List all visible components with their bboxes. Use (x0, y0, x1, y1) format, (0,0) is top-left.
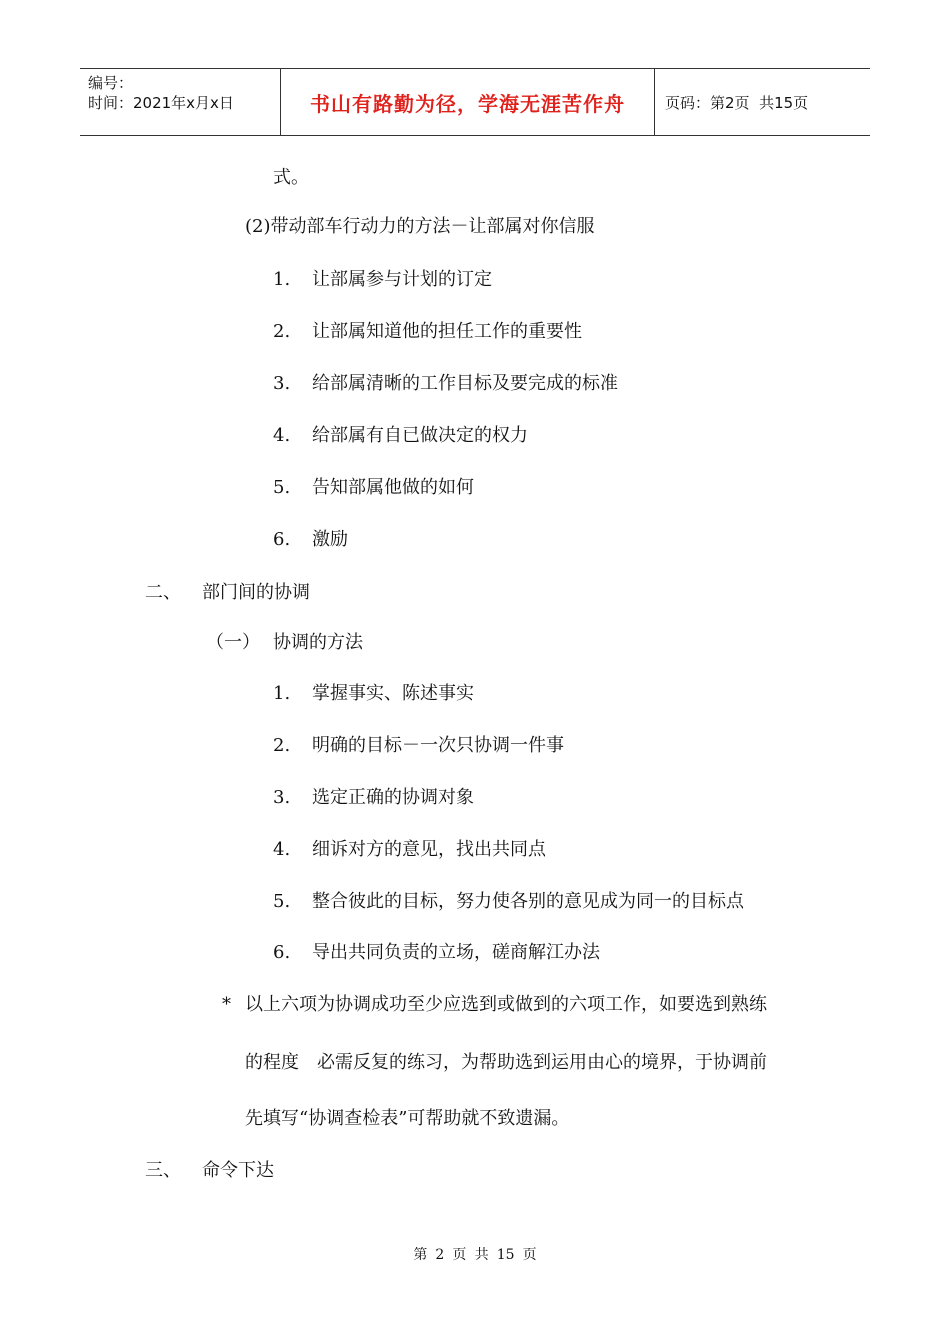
section-2-title: (2)带动部车行动力的方法－让部属对你信服 (245, 216, 595, 237)
list-item-text: 让部属参与计划的订定 (312, 269, 492, 290)
footer-current-page: 2 (435, 1247, 445, 1263)
heading-two-number: 二、 (145, 582, 181, 603)
list-item-text: 整合彼此的目标，努力使各别的意见成为同一的目标点 (312, 891, 744, 912)
list-item-number: 4. (273, 425, 291, 446)
header-page-label: 页码：第2页 共15页 (665, 93, 809, 112)
list-item-text: 让部属知道他的担任工作的重要性 (312, 321, 582, 342)
list-item-text: 选定正确的协调对象 (312, 787, 474, 808)
footer-prefix: 第 (413, 1247, 428, 1263)
list-item-text: 明确的目标－一次只协调一件事 (312, 735, 564, 756)
page-header (80, 68, 870, 136)
footer-total-pages: 15 (496, 1247, 515, 1263)
list-item-number: 2. (273, 735, 291, 756)
list-item-number: 3. (273, 787, 291, 808)
list-item-text: 激励 (312, 529, 348, 550)
heading-three-text: 命令下达 (202, 1160, 274, 1181)
doc-number-label: 编号： (88, 74, 134, 92)
list-item-text: 掌握事实、陈述事实 (312, 683, 474, 704)
list-item-number: 4. (273, 839, 291, 860)
list-item-number: 5. (273, 891, 291, 912)
list-item-text: 导出共同负责的立场，磋商解江办法 (312, 942, 600, 963)
list-item-number: 3. (273, 373, 291, 394)
list-item-number: 6. (273, 942, 291, 963)
note-marker: * (222, 994, 231, 1015)
footer-middle: 页 共 (452, 1247, 489, 1263)
list-item-text: 细诉对方的意见，找出共同点 (312, 839, 546, 860)
list-item-number: 2. (273, 321, 291, 342)
subheading-one-text: 协调的方法 (273, 632, 363, 653)
header-slogan: 书山有路勤为径，学海无涯苦作舟 (281, 69, 655, 135)
list-item-number: 6. (273, 529, 291, 550)
list-item-number: 5. (273, 477, 291, 498)
list-item-number: 1. (273, 269, 291, 290)
heading-three-number: 三、 (145, 1160, 181, 1181)
note-line: 先填写“协调查检表”可帮助就不致遗漏。 (245, 1108, 570, 1129)
footer-suffix: 页 (522, 1247, 537, 1263)
page-footer (0, 1246, 950, 1264)
note-line: 的程度 必需反复的练习，为帮助选到运用由心的境界，于协调前 (245, 1052, 767, 1073)
list-item-text: 给部属清晰的工作目标及要完成的标准 (312, 373, 618, 394)
note-line: 以上六项为协调成功至少应选到或做到的六项工作，如要选到熟练 (245, 994, 767, 1015)
subheading-one-number: （一） (206, 632, 260, 653)
list-item-text: 告知部属他做的如何 (312, 477, 474, 498)
continuation-text: 式。 (273, 167, 309, 188)
header-meta (80, 69, 281, 135)
header-page-info (655, 69, 870, 135)
heading-two-text: 部门间的协调 (202, 582, 310, 603)
list-item-number: 1. (273, 683, 291, 704)
list-item-text: 给部属有自已做决定的权力 (312, 425, 528, 446)
doc-date-label: 时间：2021年x月x日 (88, 94, 234, 112)
